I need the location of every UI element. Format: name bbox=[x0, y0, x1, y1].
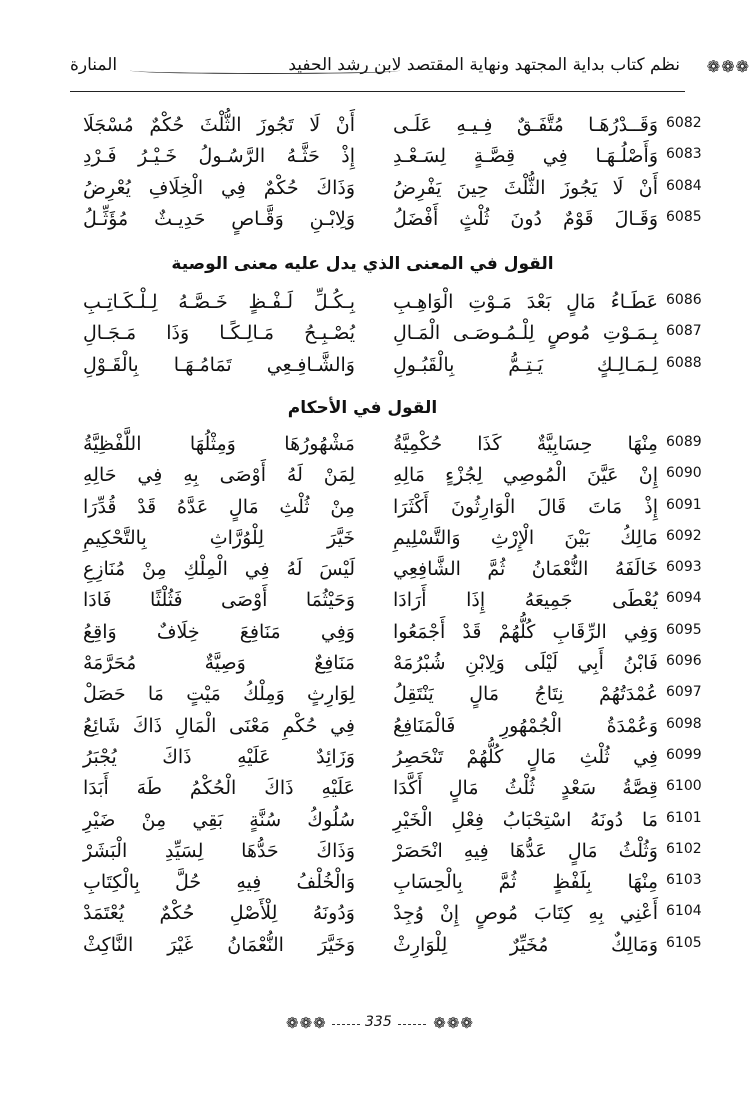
page-footer bbox=[280, 1012, 480, 1036]
verse-first-hemistich: قِصَّةُ سَعْدٍ ثُلْثُ مَالٍ أَكَّدَا bbox=[393, 777, 658, 800]
verse-number: 6099 bbox=[666, 746, 702, 763]
verse-number: 6098 bbox=[666, 715, 702, 732]
verse-row bbox=[60, 774, 705, 805]
verse-row bbox=[60, 524, 705, 555]
header-wave-divider bbox=[130, 67, 400, 74]
verse-first-hemistich: وَأَصْلُـهَـا فِي قِصَّـةٍ لِسَـعْـدِ bbox=[393, 145, 658, 168]
verse-row bbox=[60, 618, 705, 649]
verse-first-hemistich: مِنْهَا حِسَابِيَّةٌ كَذَا حُكْمِيَّةُ bbox=[393, 433, 658, 455]
verse-first-hemistich: وَعُمْدَةُ الْجُمْهُورِ فَالْمَنَافِعُ bbox=[393, 714, 658, 737]
verse-row bbox=[60, 142, 705, 173]
verse-second-hemistich: مَشْهُورُهَا وَمِثْلُهَا اللَّفْظِيَّةُ bbox=[83, 433, 355, 455]
verse-row bbox=[60, 351, 705, 382]
verse-first-hemistich: يُعْطَى جَمِيعَهُ إِذَا أَرَادَا bbox=[393, 589, 658, 612]
verse-row bbox=[60, 837, 705, 868]
verse-number: 6093 bbox=[666, 559, 702, 576]
verse-second-hemistich: يُصْـبِـحُ مَـالِـكًـا وَذَا مَـجَـالِ bbox=[83, 322, 355, 345]
verse-number: 6088 bbox=[666, 354, 702, 371]
verse-number: 6105 bbox=[666, 934, 702, 951]
running-header bbox=[70, 55, 750, 89]
verse-second-hemistich: بِـكُـلِّ لَـفْـظٍ خَـصَّـهُ لِـلْـكَـاتِـبِ bbox=[83, 291, 355, 313]
verse-first-hemistich: مَالِكُ بَيْنَ الْإِرْثِ وَالتَّسْلِيمِ bbox=[393, 526, 658, 549]
verse-second-hemistich: مَنَافِعٌ وَصِيَّةٌ مُحَرَّمَهْ bbox=[83, 652, 355, 675]
page-number: 335 bbox=[365, 1014, 392, 1030]
verse-number: 6092 bbox=[666, 527, 702, 544]
verse-first-hemistich: لِـمَـالِـكٍ يَـتِـمُّ بِالْقَبُـولِ bbox=[393, 353, 658, 376]
verse-row bbox=[60, 493, 705, 524]
verse-group-3 bbox=[60, 430, 705, 962]
verse-first-hemistich: مِنْهَا بِلَفْظٍ ثُمَّ بِالْحِسَابِ bbox=[393, 871, 658, 894]
footer-ornament-right-icon: ❁❁❁ bbox=[433, 1014, 474, 1032]
verse-number: 6100 bbox=[666, 778, 702, 795]
section-heading: القول في الأحكام bbox=[287, 398, 438, 418]
verse-second-hemistich: وَخَيَّرَ النُّعْمَانُ غَيْرَ النَّاكِثْ bbox=[83, 933, 355, 956]
verse-number: 6102 bbox=[666, 840, 702, 857]
verse-second-hemistich: وَحَيْثُمَا أَوْصَى فَثُلْثًا فَادَا bbox=[83, 589, 355, 612]
header-rule bbox=[70, 91, 685, 92]
verse-row bbox=[60, 586, 705, 617]
verse-row bbox=[60, 288, 705, 319]
verse-second-hemistich: مِنْ ثُلْثِ مَالٍ عَدَّهُ قَدْ قُدِّرَا bbox=[83, 495, 355, 518]
verse-row bbox=[60, 205, 705, 236]
verse-row bbox=[60, 931, 705, 962]
verse-row bbox=[60, 430, 705, 461]
verse-first-hemistich: عَطَـاءُ مَالٍ بَعْدَ مَـوْتِ الْوَاهِـبِ bbox=[393, 291, 658, 313]
verse-second-hemistich: وَزَائِدٌ عَلَيْهِ ذَاكَ يُجْبَرُ bbox=[83, 745, 355, 768]
verse-second-hemistich: وَذَاكَ حَدُّهَا لِسَيِّدِ الْبَشَرْ bbox=[83, 839, 355, 862]
verse-row bbox=[60, 712, 705, 743]
verse-number: 6090 bbox=[666, 465, 702, 482]
verse-first-hemistich: عُمْدَتُهُمْ نِتَاجُ مَالٍ يَنْتَقِلُ bbox=[393, 683, 658, 706]
verse-first-hemistich: فَابْنُ أَبِي لَيْلَى وَلِابْنِ شُبْرُمَهْ bbox=[393, 652, 658, 675]
verse-first-hemistich: إِذْ مَاتَ قَالَ الْوَارِثُونَ أَكْثَرَا bbox=[393, 495, 658, 518]
verse-first-hemistich: بِـمَـوْتِ مُوصٍ لِلْـمُـوصَـى الْمَـالِ bbox=[393, 322, 658, 345]
verse-number: 6083 bbox=[666, 146, 702, 163]
verse-first-hemistich: فِي ثُلْثِ مَالٍ كُلُّهُمْ تَنْحَصِرُ bbox=[393, 745, 658, 768]
verse-row bbox=[60, 555, 705, 586]
verse-first-hemistich: وَقَـالَ قَوْمٌ دُونَ ثُلْثٍ أَفْضَلُ bbox=[393, 207, 658, 230]
series-label: المنارة bbox=[70, 55, 118, 75]
verse-first-hemistich: وَفِي الرِّقَابِ كُلُّهُمْ قَدْ أَجْمَعُوا bbox=[393, 620, 658, 643]
verse-row bbox=[60, 319, 705, 350]
verse-number: 6086 bbox=[666, 292, 702, 308]
verse-second-hemistich: لِوَارِثٍ وَمِلْكُ مَيْتٍ مَا حَصَلْ bbox=[83, 683, 355, 706]
footer-dash bbox=[332, 1024, 360, 1025]
verse-row bbox=[60, 680, 705, 711]
verse-number: 6096 bbox=[666, 653, 702, 670]
verse-second-hemistich: سُلُوكُ سُنَّةٍ بَقِي مِنْ ضَيْرِ bbox=[83, 808, 355, 831]
verse-number: 6097 bbox=[666, 684, 702, 701]
verse-second-hemistich: إِذْ حَثَّـهُ الرَّسُـولُ خَـيْـرُ فَـرْدِ bbox=[83, 145, 355, 168]
verse-number: 6091 bbox=[666, 496, 702, 513]
header-ornament-icon: ❁❁❁ bbox=[706, 57, 750, 76]
verse-number: 6085 bbox=[666, 208, 702, 225]
verse-row bbox=[60, 743, 705, 774]
verse-group-1 bbox=[60, 111, 705, 236]
verse-number: 6095 bbox=[666, 621, 702, 638]
verse-second-hemistich: وَدُونَهُ لِلْأَصْلِ حُكْمٌ يُعْتَمَدْ bbox=[83, 902, 355, 925]
verse-second-hemistich: لِمَنْ لَهُ أَوْصَى بِهِ فِي حَالِهِ bbox=[83, 464, 355, 487]
verse-first-hemistich: وَقَــدْرُهَـا مُتَّفَـقٌ فِـيـهِ عَلَـى bbox=[393, 114, 658, 136]
verse-first-hemistich: أَنْ لَا يَجُوزَ الثُّلْثَ حِينَ يَفْرِضُ bbox=[393, 176, 658, 199]
verse-number: 6094 bbox=[666, 590, 702, 607]
verse-second-hemistich: أَنْ لَا تَجُوزَ الثُّلْثَ حُكْمٌ مُسْجَلَا bbox=[83, 114, 355, 136]
verse-number: 6087 bbox=[666, 323, 702, 340]
verse-second-hemistich: وَلِابْـنِ وَقَّـاصٍ حَدِيـثٌ مُؤَثِّـلُ bbox=[83, 207, 355, 230]
verse-number: 6084 bbox=[666, 177, 702, 194]
verse-row bbox=[60, 174, 705, 205]
verse-number: 6103 bbox=[666, 872, 702, 889]
verse-first-hemistich: مَا دُونَهُ اسْتِحْبَابُ فِعْلِ الْخَيْرِ bbox=[393, 808, 658, 831]
verse-second-hemistich: فِي حُكْمِ مَعْنَى الْمَالِ ذَاكَ شَائِعُ bbox=[83, 714, 355, 737]
section-heading: القول في المعنى الذي يدل عليه معنى الوصية bbox=[171, 254, 554, 274]
verse-first-hemistich: إِنْ عَيَّنَ الْمُوصِي لِجُزْءٍ مَالِهِ bbox=[393, 464, 658, 487]
verse-number: 6101 bbox=[666, 809, 702, 826]
verse-row bbox=[60, 461, 705, 492]
verse-second-hemistich: خَيَّرَ لِلْوُرَّاثِ بِالتَّحْكِيمِ bbox=[83, 526, 355, 549]
verse-row bbox=[60, 868, 705, 899]
verse-first-hemistich: أَعْنِي بِهِ كِتَابَ مُوصٍ إِنْ وُجِدْ bbox=[393, 902, 658, 925]
verse-row bbox=[60, 111, 705, 142]
verse-first-hemistich: وَمَالِكٌ مُخَيِّرٌ لِلْوَارِثْ bbox=[393, 933, 658, 956]
verse-number: 6082 bbox=[666, 115, 702, 131]
verse-number: 6104 bbox=[666, 903, 702, 920]
verse-second-hemistich: وَذَاكَ حُكْمٌ فِي الْخِلَافِ يُعْرِضُ bbox=[83, 176, 355, 199]
footer-ornament-left-icon: ❁❁❁ bbox=[286, 1014, 327, 1032]
verse-row bbox=[60, 649, 705, 680]
verse-second-hemistich: وَفِي مَنَافِعَ خِلَافٌ وَاقِعُ bbox=[83, 620, 355, 643]
footer-dash bbox=[398, 1024, 426, 1025]
verse-row bbox=[60, 899, 705, 930]
verse-row bbox=[60, 806, 705, 837]
verse-number: 6089 bbox=[666, 434, 702, 450]
verse-second-hemistich: وَالْخُلْفُ فِيهِ حُلَّ بِالْكِتَابِ bbox=[83, 871, 355, 894]
verse-group-2 bbox=[60, 288, 705, 382]
verse-second-hemistich: عَلَيْهِ ذَاكَ الْحُكْمُ طَهَ أَبَدَا bbox=[83, 777, 355, 800]
verse-first-hemistich: خَالَفَهُ النُّعْمَانُ ثُمَّ الشَّافِعِي bbox=[393, 558, 658, 581]
verse-second-hemistich: لَيْسَ لَهُ فِي الْمِلْكِ مِنْ مُنَازِعِ bbox=[83, 558, 355, 581]
book-title: نظم كتاب بداية المجتهد ونهاية المقتصد لابن رشد الحفيد bbox=[288, 55, 680, 75]
verse-second-hemistich: وَالشَّـافِـعِي تَمَامُـهَـا بِالْقَـوْلِ bbox=[83, 353, 355, 376]
verse-first-hemistich: وَثُلْثُ مَالٍ عَدُّهَا فِيهِ انْحَصَرْ bbox=[393, 839, 658, 862]
